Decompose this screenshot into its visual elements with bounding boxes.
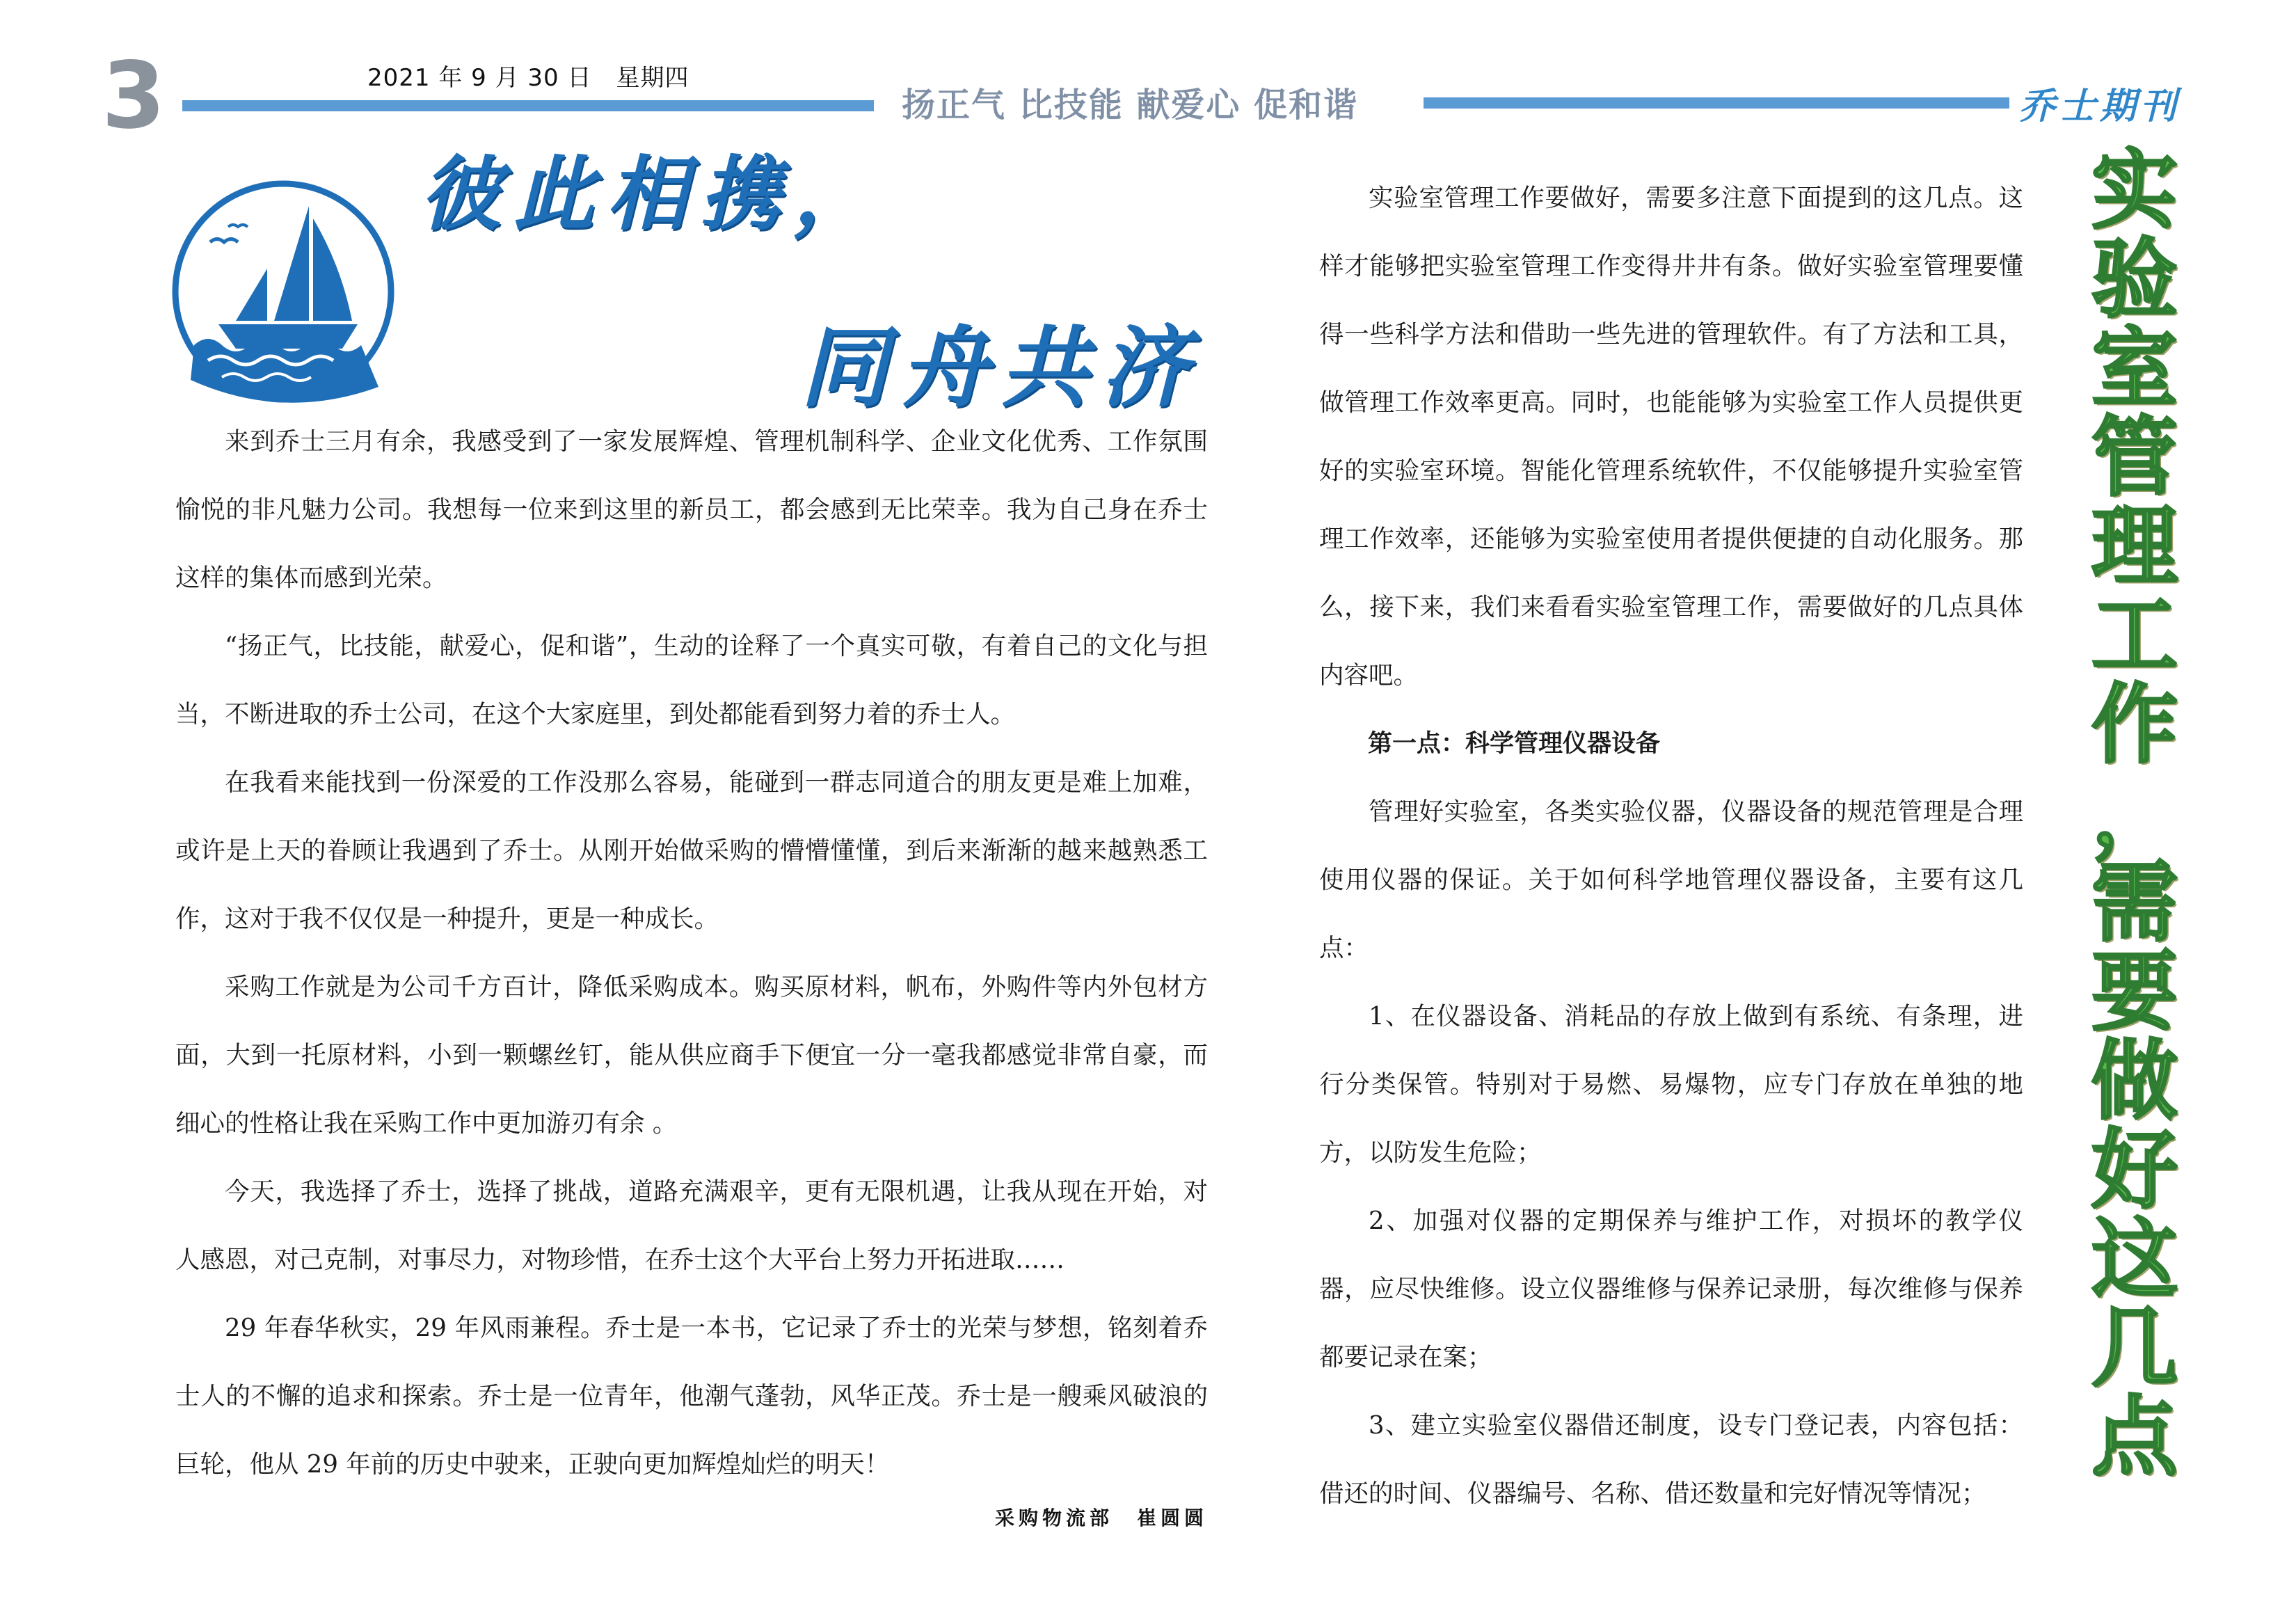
vertical-title-char: 理 <box>2091 497 2178 597</box>
vertical-title-char: 做 <box>2091 1031 2178 1131</box>
paragraph: 2、加强对仪器的定期保养与维护工作，对损坏的教学仪器，应尽快维修。设立仪器维修与保养记录册，每次维修与保养都要记录在案； <box>1319 1207 2023 1371</box>
author-signature: 采购物流部 崔圆圆 <box>994 1506 1208 1529</box>
paragraph: 采购工作就是为公司千方百计，降低采购成本。购买原材料，帆布，外购件等内外包材方面，大到一托原材料，小到一颗螺丝钉，能从供应商手下便宜一分一毫我都感觉非常自豪，而细心的性格让我在采购工作中更加游刃有余 。 <box>175 973 1208 1138</box>
header-rule-left <box>182 100 874 111</box>
vertical-title-char: 管 <box>2091 408 2178 508</box>
article-title-line1: 彼此相携， <box>420 147 886 241</box>
masthead: 乔士期刊 <box>2019 85 2181 127</box>
vertical-title-char: 需 <box>2091 853 2178 953</box>
vertical-title-char: 工 <box>2091 586 2178 686</box>
vertical-title-char: 好 <box>2091 1120 2178 1221</box>
paragraph: 实验室管理工作要做好，需要多注意下面提到的这几点。这样才能够把实验室管理工作变得井井有条。做好实验室管理要懂得一些科学方法和借助一些先进的管理软件。有了方法和工具，做管理工作效率更高。同时，也能能够为实验室工作人员提供更好的实验室环境。智能化管理系统软件，不仅能够提升实验室管理工作效率，还能够为实验室使用者提供便捷的自动化服务。那么，接下来，我们来看看实验室管理工作，需要做好的几点具体内容吧。 <box>1319 184 2023 690</box>
vertical-title-char: 验 <box>2091 230 2178 330</box>
paragraph: 来到乔士三月有余，我感受到了一家发展辉煌、管理机制科学、企业文化优秀、工作氛围愉悦的非凡魅力公司。我想每一位来到这里的新员工，都会感到无比荣幸。我为自己身在乔士这样的集体而感到光荣。 <box>175 427 1208 592</box>
vertical-title-char: 这 <box>2091 1209 2178 1310</box>
sailboat-logo-icon <box>170 178 397 405</box>
vertical-article-title <box>2079 141 2190 1488</box>
header-rule-right <box>1424 97 2009 109</box>
paragraph: “扬正气，比技能，献爱心，促和谐”，生动的诠释了一个真实可敬，有着自己的文化与担当，不断进取的乔士公司，在这个大家庭里，到处都能看到努力着的乔士人。 <box>175 632 1208 729</box>
page-number: 3 <box>102 42 166 150</box>
vertical-title-char: 实 <box>2091 141 2178 241</box>
header-slogan: 扬正气 比技能 献爱心 促和谐 <box>902 86 1359 125</box>
paragraph: 管理好实验室，各类实验仪器，仪器设备的规范管理是合理使用仪器的保证。关于如何科学地管理仪器设备，主要有这几点： <box>1319 797 2023 962</box>
vertical-title-char: 几 <box>2091 1298 2178 1399</box>
left-article-body <box>175 408 1208 1499</box>
paragraph: 1、在仪器设备、消耗品的存放上做到有系统、有条理，进行分类保管。特别对于易燃、易爆物，应专门存放在单独的地方，以防发生危险； <box>1319 1002 2023 1167</box>
paragraph: 今天，我选择了乔士，选择了挑战，道路充满艰辛，更有无限机遇，让我从现在开始，对人感恩，对己克制，对事尽力，对物珍惜，在乔士这个大平台上努力开拓进取…… <box>175 1177 1208 1274</box>
vertical-title-char: 要 <box>2091 942 2178 1042</box>
vertical-title-char: 点 <box>2091 1388 2178 1488</box>
vertical-title-char: ， <box>2091 764 2178 864</box>
vertical-title-char: 作 <box>2091 675 2178 775</box>
paragraph: 29 年春华秋实，29 年风雨兼程。乔士是一本书，它记录了乔士的光荣与梦想，铭刻着乔士人的不懈的追求和探索。乔士是一位青年，他潮气蓬勃，风华正茂。乔士是一艘乘风破浪的巨轮，他从 29 年前的历史中驶来，正驶向更加辉煌灿烂的明天！ <box>175 1314 1208 1479</box>
issue-date: 2021 年 9 月 30 日 星期四 <box>367 64 689 92</box>
section-heading: 第一点：科学管理仪器设备 <box>1368 730 1661 758</box>
paragraph: 3、建立实验室仪器借还制度，设专门登记表，内容包括：借还的时间、仪器编号、名称、借还数量和完好情况等情况； <box>1319 1411 2023 1508</box>
vertical-title-char: 室 <box>2091 319 2178 419</box>
article-title-line2: 同舟共济 <box>800 316 1201 419</box>
right-article-body <box>1319 164 2023 1528</box>
paragraph: 在我看来能找到一份深爱的工作没那么容易，能碰到一群志同道合的朋友更是难上加难，或许是上天的眷顾让我遇到了乔士。从刚开始做采购的懵懵懂懂，到后来渐渐的越来越熟悉工作，这对于我不仅仅是一种提升，更是一种成长。 <box>175 768 1208 933</box>
